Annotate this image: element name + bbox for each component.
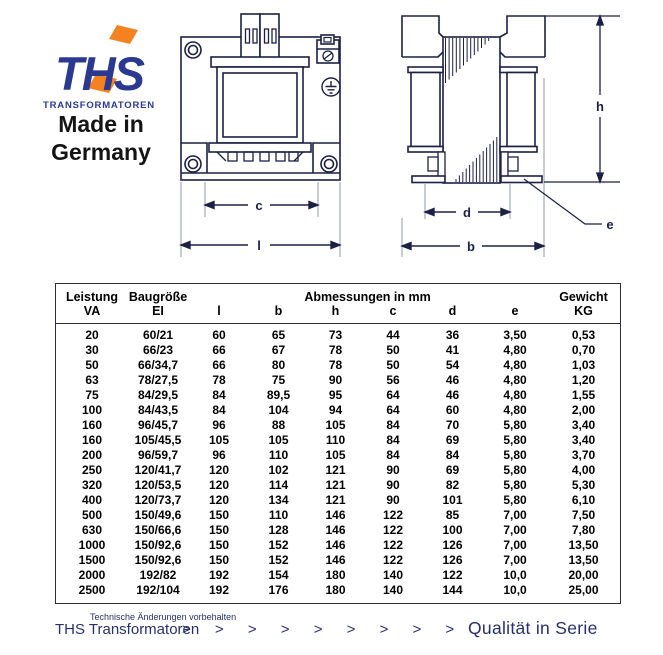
table-row [56,463,620,478]
table-cell: 7,00 [503,553,527,567]
table-cell: 73 [328,328,343,342]
made-in-line1: Made in [58,111,144,137]
table-cell: 2500 [78,583,106,597]
table-cell: 126 [442,538,463,552]
table-cell: 1,20 [571,373,596,387]
table-cell: 176 [268,583,289,597]
col-c: c [364,304,422,324]
table-cell: 78 [212,373,226,387]
table-cell: 105 [325,418,346,432]
table-cell: 84 [386,418,400,432]
table-cell: 320 [81,478,103,492]
table-cell: 140 [382,583,404,597]
table-cell: 120 [208,478,230,492]
table-cell: 104 [268,403,289,417]
dimension-h [544,16,620,182]
table-cell: 90 [386,463,400,477]
col-leistung: Leistung [65,290,119,304]
table-cell: 56 [386,373,400,387]
table-cell: 90 [386,478,400,492]
table-body [56,324,620,599]
table-cell: 4,80 [503,358,527,372]
table-cell: 110 [325,433,346,447]
table-cell: 4,80 [503,403,527,417]
table-cell: 5,80 [503,418,527,432]
coil-cheek-right [507,73,535,147]
table-cell: 78 [328,358,343,372]
table-row [56,508,620,523]
table-cell: 134 [268,493,289,507]
table-row [56,493,620,508]
footer-chevrons: > > > > > > > > > [182,621,455,638]
table-cell: 192 [208,568,230,582]
coil-bottom-flange [209,143,311,152]
table-cell: 121 [325,463,346,477]
table-cell: 3,40 [571,418,596,432]
table-cell: 105 [325,448,346,462]
col-gewicht: Gewicht [559,290,608,304]
table-cell: 7,50 [571,508,596,522]
dim-label-e: e [606,217,614,232]
table-cell: 4,80 [503,343,527,357]
table-cell: 126 [442,553,463,567]
table-cell: 2,00 [571,403,596,417]
table-row [56,448,620,463]
dim-label-c: c [255,198,263,213]
table-cell: 120/73,7 [134,493,182,507]
table-cell: 89,5 [266,388,291,402]
table-cell: 150 [208,538,230,552]
table-cell: 50 [386,358,400,372]
table-cell: 85 [445,508,460,522]
table-cell: 1,03 [571,358,596,372]
table-cell: 66/23 [142,343,174,357]
table-cell: 100 [81,403,103,417]
table-row [56,324,620,344]
mounting-foot-left [412,176,445,183]
table-cell: 102 [268,463,289,477]
col-l: l [188,304,250,324]
table-cell: 4,80 [503,388,527,402]
ths-logo [40,18,162,114]
table-cell: 160 [81,433,103,447]
core [443,37,500,183]
table-cell: 46 [445,388,460,402]
table-row [56,388,620,403]
table-header-row-1 [56,284,620,304]
table-cell: 160 [81,418,103,432]
table-cell: 150 [208,523,230,537]
table-cell: 5,80 [503,433,527,447]
clamp-right [501,152,508,177]
lamination-left [402,16,443,57]
table-cell: 0,70 [571,343,596,357]
table-cell: 120/41,7 [134,463,182,477]
col-e: e [483,304,547,324]
table-cell: 84/29,5 [137,388,179,402]
table-cell: 20 [85,328,99,342]
table-cell: 146 [325,553,346,567]
table-cell: 154 [268,568,289,582]
dim-label-l: l [257,238,261,253]
table-cell: 36 [445,328,460,342]
table-cell: 250 [81,463,103,477]
table-cell: 630 [81,523,103,537]
table-cell: 146 [325,523,346,537]
table-cell: 88 [271,418,286,432]
coil-top-flange [211,57,309,67]
table-cell: 192/104 [136,583,180,597]
table-cell: 7,00 [503,538,527,552]
table-cell: 84 [212,388,226,402]
spec-table-grid [56,284,620,598]
table-cell: 121 [325,478,346,492]
table-cell: 82 [445,478,460,492]
table-cell: 144 [442,583,463,597]
table-cell: 84/43,5 [137,403,179,417]
table-row [56,433,620,448]
col-d: d [422,304,483,324]
table-cell: 122 [382,538,404,552]
table-cell: 122 [442,568,463,582]
table-cell: 110 [268,448,289,462]
table-cell: 84 [212,403,226,417]
table-cell: 60 [445,403,460,417]
table-cell: 96 [212,448,226,462]
table-cell: 150/92,6 [134,553,182,567]
table-cell: 96 [212,418,226,432]
table-row [56,538,620,553]
table-cell: 96/59,7 [137,448,179,462]
table-cell: 120/53,5 [134,478,182,492]
table-row [56,553,620,568]
table-cell: 122 [382,553,404,567]
col-ei: EI [128,304,188,324]
table-cell: 5,30 [571,478,596,492]
table-cell: 44 [386,328,400,342]
earth-terminal-icon [322,78,340,96]
table-row [56,343,620,358]
col-abmessungen: Abmessungen in mm [304,290,431,304]
table-cell: 13,50 [568,553,599,567]
table-cell: 5,80 [503,478,527,492]
table-cell: 64 [386,388,400,402]
table-cell: 5,80 [503,493,527,507]
table-cell: 1500 [78,553,106,567]
col-b: b [250,304,307,324]
table-cell: 5,80 [503,463,527,477]
table-cell: 96/45,7 [137,418,179,432]
table-cell: 120 [208,493,230,507]
side-view-drawing [392,5,660,267]
table-cell: 60/21 [142,328,174,342]
table-cell: 7,00 [503,508,527,522]
table-header-row-2 [56,304,620,324]
col-baugroesse: Baugröße [128,290,188,304]
coil-flange [408,67,443,73]
table-cell: 25,00 [568,583,599,597]
footer-tagline: Qualität in Serie [468,618,598,638]
table-cell: 192 [208,583,230,597]
logo-text: THS [55,47,143,100]
table-cell: 4,00 [571,463,596,477]
table-cell: 75 [85,388,99,402]
table-cell: 69 [445,463,460,477]
table-cell: 3,50 [503,328,527,342]
table-cell: 1,55 [571,388,596,402]
table-cell: 50 [85,358,99,372]
table-cell: 146 [325,538,346,552]
table-cell: 75 [271,373,286,387]
terminal-comb [217,152,303,161]
table-row [56,403,620,418]
coil-body [217,67,303,143]
logo-subtext: TRANSFORMATOREN [43,100,155,111]
table-cell: 30 [85,343,99,357]
table-cell: 41 [445,343,460,357]
table-cell: 7,80 [571,523,596,537]
table-cell: 7,00 [503,523,527,537]
table-cell: 2000 [78,568,106,582]
table-cell: 95 [328,388,343,402]
table-cell: 54 [445,358,460,372]
table-cell: 114 [268,478,289,492]
table-cell: 180 [325,583,346,597]
table-cell: 90 [386,493,400,507]
made-in-line2: Germany [51,139,151,165]
table-cell: 105 [208,433,230,447]
table-cell: 1000 [78,538,106,552]
table-cell: 50 [386,343,400,357]
table-row [56,523,620,538]
table-cell: 65 [271,328,286,342]
table-cell: 84 [386,448,400,462]
dim-label-b: b [467,239,475,254]
table-cell: 110 [268,508,289,522]
table-cell: 146 [325,508,346,522]
spec-table [55,283,621,604]
coil-cheek-left [411,73,440,147]
table-row [56,478,620,493]
table-cell: 200 [81,448,103,462]
table-cell: 3,40 [571,433,596,447]
dim-label-h: h [596,99,604,114]
table-cell: 122 [382,523,404,537]
table-cell: 152 [268,538,289,552]
clamp-left [438,152,445,177]
table-cell: 6,10 [571,493,596,507]
table-row [56,373,620,388]
table-cell: 64 [386,403,400,417]
logo-flash-top [109,25,138,44]
table-cell: 78/27,5 [137,373,179,387]
table-cell: 67 [271,343,286,357]
table-cell: 120 [208,463,230,477]
table-cell: 70 [445,418,460,432]
table-cell: 13,50 [568,538,599,552]
col-kg: KG [547,304,620,324]
table-cell: 66 [212,343,226,357]
table-cell: 140 [382,568,404,582]
table-cell: 121 [325,493,346,507]
table-cell: 94 [328,403,343,417]
table-cell: 192/82 [139,568,177,582]
table-cell: 4,80 [503,373,527,387]
table-cell: 150 [208,508,230,522]
dim-label-d: d [463,205,471,220]
made-in-germany [25,110,177,166]
table-cell: 105 [268,433,289,447]
footer-brand: THS Transformatoren [55,621,200,638]
table-cell: 66/34,7 [137,358,179,372]
table-cell: 63 [85,373,99,387]
table-cell: 66 [212,358,226,372]
table-row [56,358,620,373]
table-cell: 180 [325,568,346,582]
terminal-block [241,14,279,63]
table-cell: 150/92,6 [134,538,182,552]
table-cell: 84 [445,448,460,462]
table-cell: 60 [212,328,226,342]
table-cell: 101 [442,493,463,507]
table-cell: 20,00 [568,568,599,582]
table-cell: 5,80 [503,448,527,462]
table-cell: 90 [328,373,343,387]
table-cell: 500 [81,508,103,522]
terminal-box-icon [317,35,339,63]
table-row [56,583,620,598]
col-va: VA [56,304,128,324]
table-cell: 150/49,6 [134,508,182,522]
footer-note: Technische Änderungen vorbehalten [90,612,237,622]
table-cell: 69 [445,433,460,447]
table-cell: 400 [81,493,103,507]
table-cell: 78 [328,343,343,357]
table-cell: 122 [382,508,404,522]
table-cell: 100 [442,523,463,537]
table-cell: 84 [386,433,400,447]
lamination-right [500,16,545,57]
table-cell: 80 [271,358,286,372]
mounting-foot-right [501,176,542,183]
table-cell: 10,0 [503,583,527,597]
table-cell: 150/66,6 [134,523,182,537]
table-cell: 0,53 [571,328,596,342]
front-view-drawing [170,5,350,267]
table-cell: 152 [268,553,289,567]
table-cell: 10,0 [503,568,527,582]
table-cell: 128 [268,523,289,537]
table-cell: 46 [445,373,460,387]
table-cell: 105/45,5 [134,433,182,447]
table-row [56,418,620,433]
col-h: h [307,304,364,324]
table-row [56,568,620,583]
table-cell: 3,70 [571,448,596,462]
callout-e-line [524,179,602,224]
table-cell: 150 [208,553,230,567]
